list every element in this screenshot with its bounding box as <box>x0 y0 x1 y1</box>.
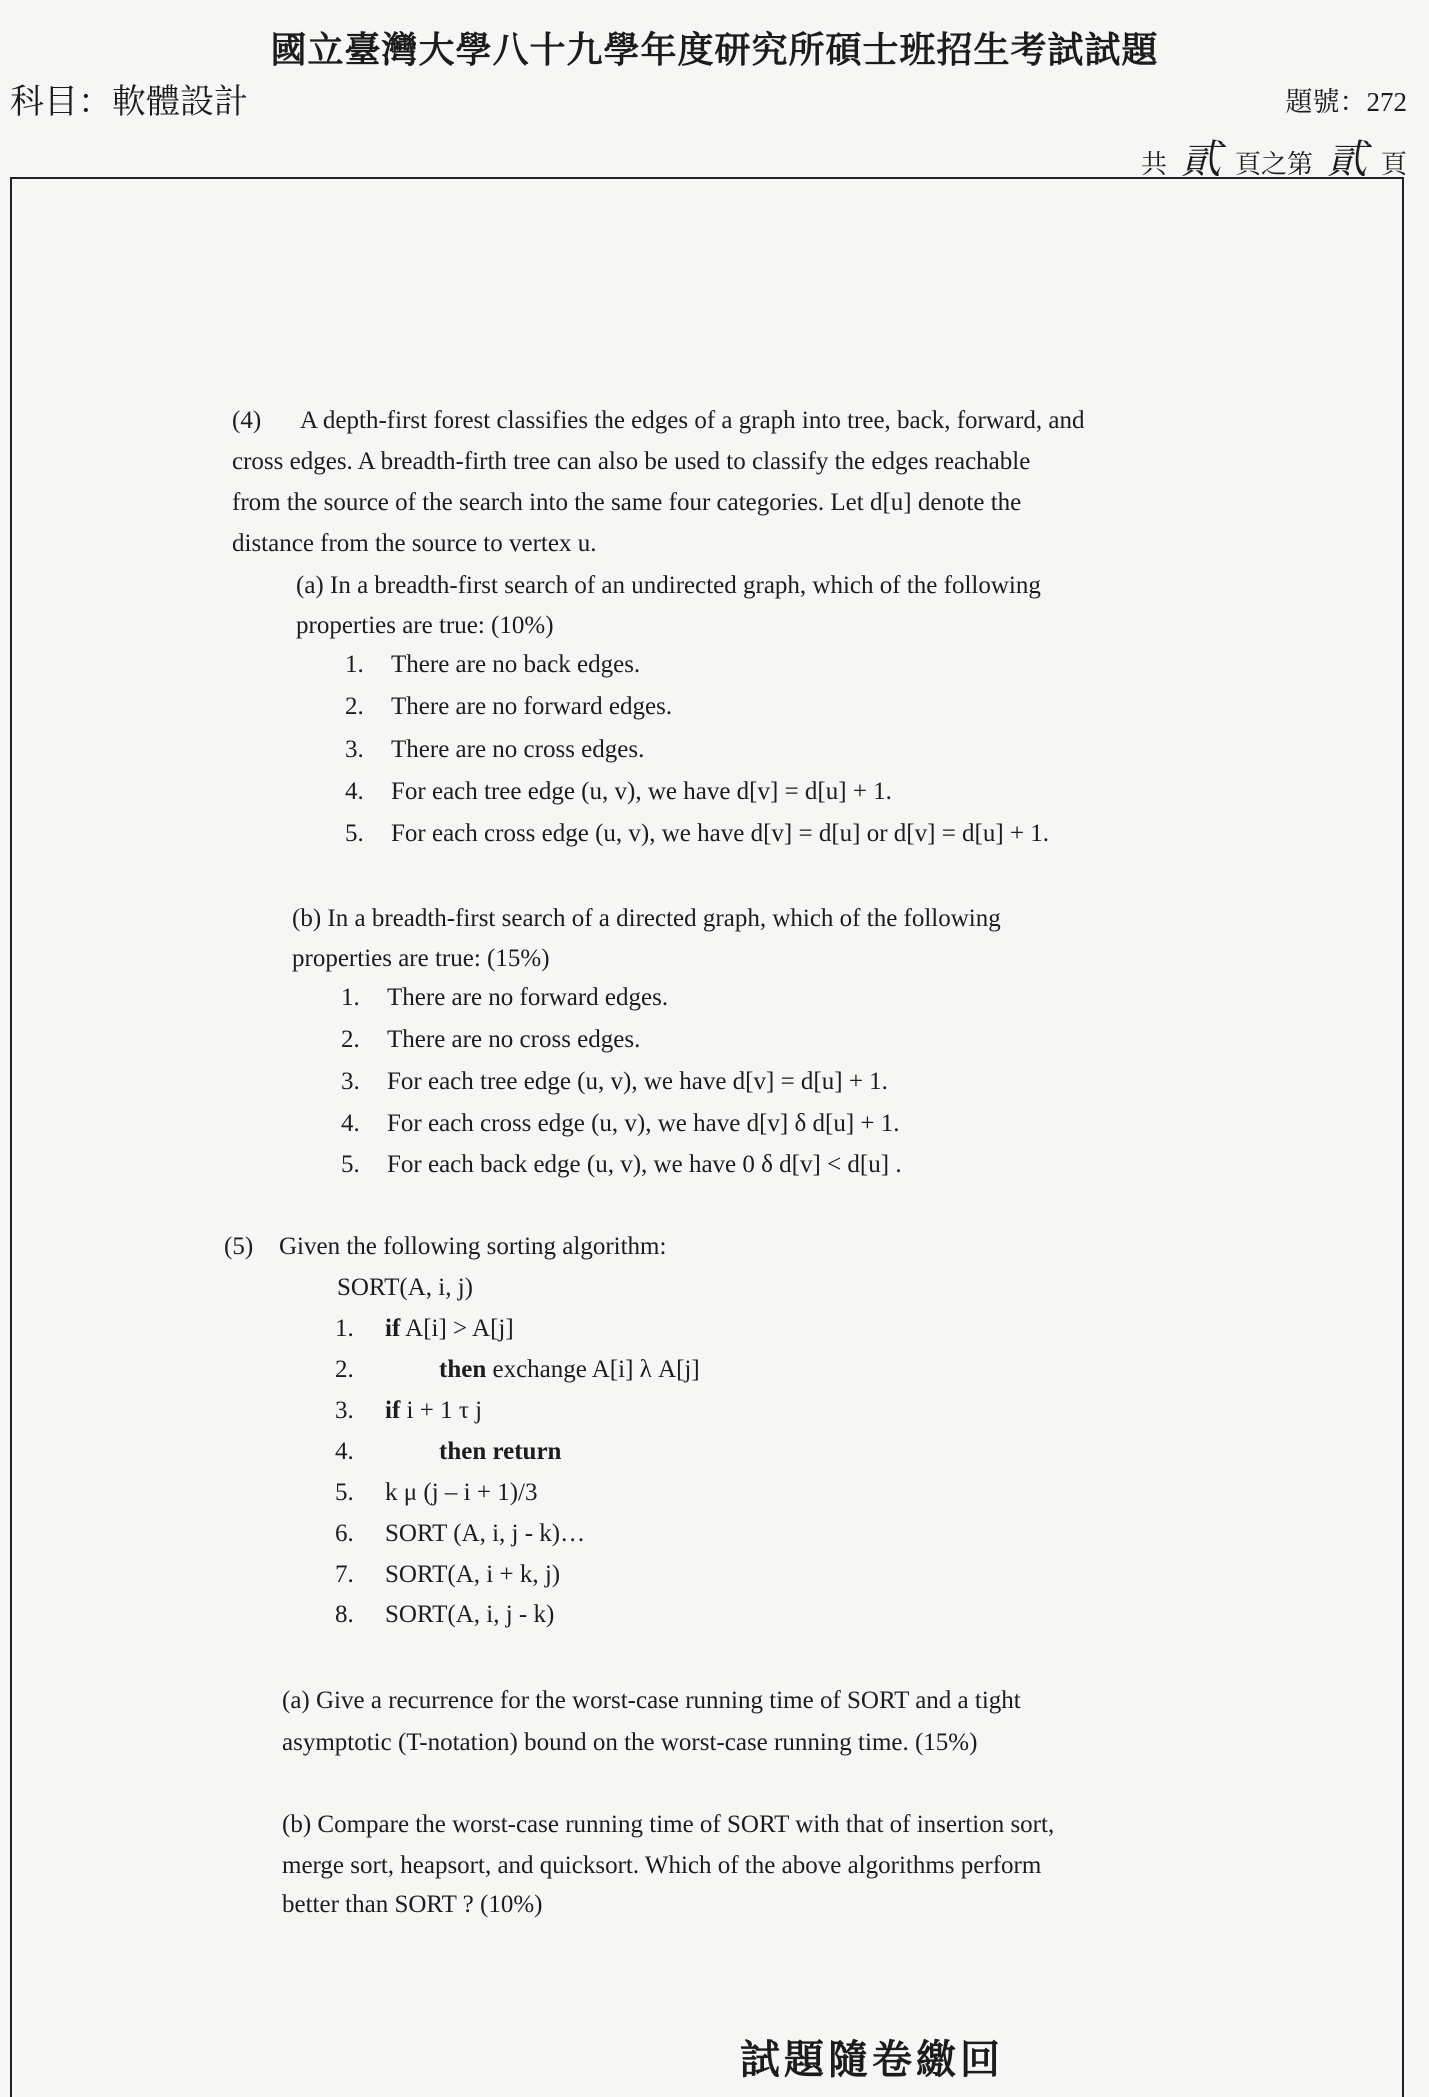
q4b-line: (b) In a breadth-first search of a directed graph, which of the following <box>292 905 1001 932</box>
q4-intro-line: A depth-first forest classifies the edges of a graph into tree, back, forward, and <box>300 407 1085 434</box>
algorithm-line: 5. k μ (j – i + 1)/3 <box>335 1479 538 1506</box>
q4a-item: 4. For each tree edge (u, v), we have d[v] = d[u] + 1. <box>345 778 892 805</box>
q4b-item: 5. For each back edge (u, v), we have 0 δ d[v] < d[u] . <box>341 1151 902 1178</box>
return-notice: 試題隨卷繳回 <box>740 2037 1004 2082</box>
q4b-item: 2. There are no cross edges. <box>341 1026 641 1053</box>
q5-intro: Given the following sorting algorithm: <box>279 1233 667 1260</box>
algorithm-line: 4. then return <box>335 1438 562 1465</box>
page-current: 貳 <box>1326 137 1367 182</box>
exam-title: 國立臺灣大學八十九學年度研究所碩士班招生考試試題 <box>270 30 1159 70</box>
q4-intro-line: distance from the source to vertex u. <box>232 530 597 557</box>
q4-intro-line: cross edges. A breadth-firth tree can also be used to classify the edges reachable <box>232 448 1031 475</box>
page-mid: 頁之第 <box>1234 150 1313 179</box>
q5b-line: merge sort, heapsort, and quicksort. Which of the above algorithms perform <box>282 1852 1042 1879</box>
page-suffix: 頁 <box>1380 150 1407 179</box>
question-number: 題號：272 <box>1285 87 1407 117</box>
q4a-item: 5. For each cross edge (u, v), we have d[v] = d[u] or d[v] = d[u] + 1. <box>345 820 1050 847</box>
q4b-item: 1. There are no forward edges. <box>341 984 669 1011</box>
page-total-prefix: 共 <box>1140 150 1167 179</box>
q4a-item: 3. There are no cross edges. <box>345 736 645 763</box>
q4-intro-line: from the source of the search into the same four categories. Let d[u] denote the <box>232 489 1022 516</box>
algorithm-line: 1. if A[i] > A[j] <box>335 1315 514 1342</box>
algorithm-line: 2. then exchange A[i] λ A[j] <box>335 1356 700 1383</box>
page-total: 貳 <box>1180 137 1221 182</box>
q5a-line: (a) Give a recurrence for the worst-case running time of SORT and a tight <box>282 1687 1021 1714</box>
subject-label: 科目：軟體設計 <box>10 84 248 121</box>
q4b-line: properties are true: (15%) <box>292 945 550 972</box>
algorithm-line: 7. SORT(A, i + k, j) <box>335 1561 561 1588</box>
q4-number: (4) <box>232 407 262 434</box>
q4a-line: properties are true: (10%) <box>296 612 554 639</box>
q4a-item: 1. There are no back edges. <box>345 651 641 678</box>
algorithm-line: 6. SORT (A, i, j - k)… <box>335 1520 586 1547</box>
q4b-item: 4. For each cross edge (u, v), we have d[v] δ d[u] + 1. <box>341 1110 900 1137</box>
q4a-line: (a) In a breadth-first search of an undirected graph, which of the following <box>296 572 1041 599</box>
q4b-item: 3. For each tree edge (u, v), we have d[v] = d[u] + 1. <box>341 1068 888 1095</box>
algorithm-line: 8. SORT(A, i, j - k) <box>335 1601 555 1628</box>
q5a-line: asymptotic (T-notation) bound on the worst-case running time. (15%) <box>282 1729 978 1756</box>
algorithm-header: SORT(A, i, j) <box>337 1274 473 1301</box>
algorithm-line: 3. if i + 1 τ j <box>335 1397 483 1424</box>
q5-number: (5) <box>224 1233 254 1260</box>
q5b-line: (b) Compare the worst-case running time of SORT with that of insertion sort, <box>282 1811 1055 1838</box>
q5b-line: better than SORT ? (10%) <box>282 1891 543 1918</box>
q4a-item: 2. There are no forward edges. <box>345 693 673 720</box>
